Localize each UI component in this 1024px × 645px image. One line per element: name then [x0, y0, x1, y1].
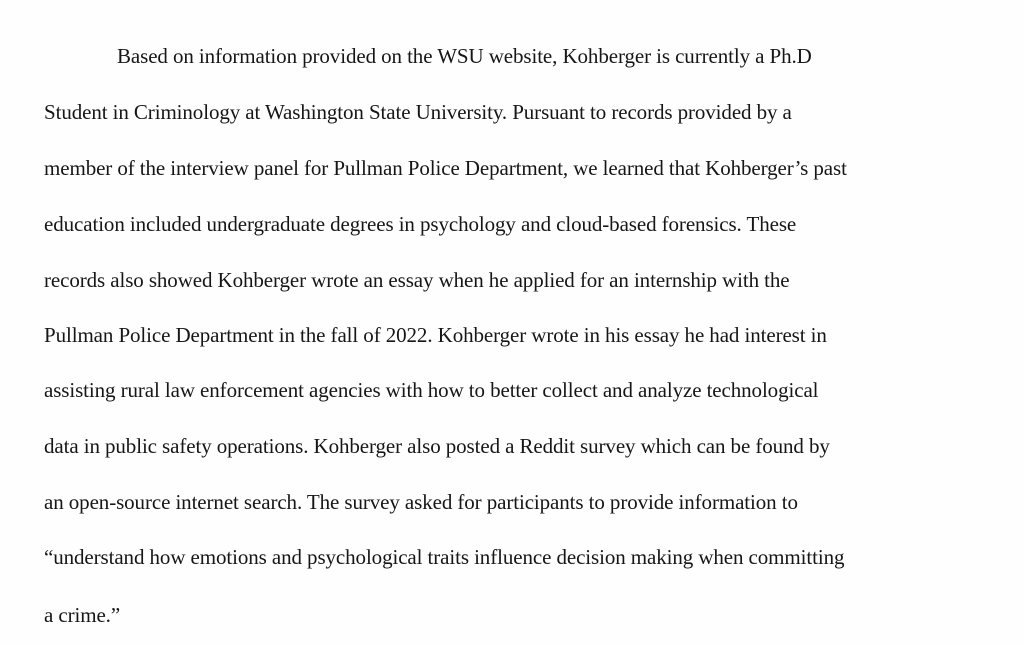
- paragraph-line-9: an open-source internet search. The survey asked for participants to provide information to: [44, 490, 798, 514]
- paragraph-line-4: education included undergraduate degrees in psychology and cloud-based forensics. These: [44, 212, 797, 236]
- paragraph-line-8: data in public safety operations. Kohberger also posted a Reddit survey which can be found by: [44, 434, 830, 458]
- paragraph-line-2: Student in Criminology at Washington State University. Pursuant to records provided by a: [44, 100, 792, 124]
- paragraph-line-1: Based on information provided on the WSU website, Kohberger is currently a Ph.D: [117, 44, 812, 68]
- paragraph-line-11: a crime.”: [44, 603, 121, 627]
- paragraph-line-10: “understand how emotions and psychological traits influence decision making when committing: [44, 545, 845, 569]
- paragraph-line-6: Pullman Police Department in the fall of 2022. Kohberger wrote in his essay he had interest in: [44, 323, 827, 347]
- cropped-previous-line: [40, 0, 600, 6]
- paragraph-line-3: member of the interview panel for Pullman Police Department, we learned that Kohberger’s past: [44, 156, 847, 180]
- paragraph-line-5: records also showed Kohberger wrote an essay when he applied for an internship with the: [44, 268, 790, 292]
- paragraph-line-7: assisting rural law enforcement agencies with how to better collect and analyze technological: [44, 378, 819, 402]
